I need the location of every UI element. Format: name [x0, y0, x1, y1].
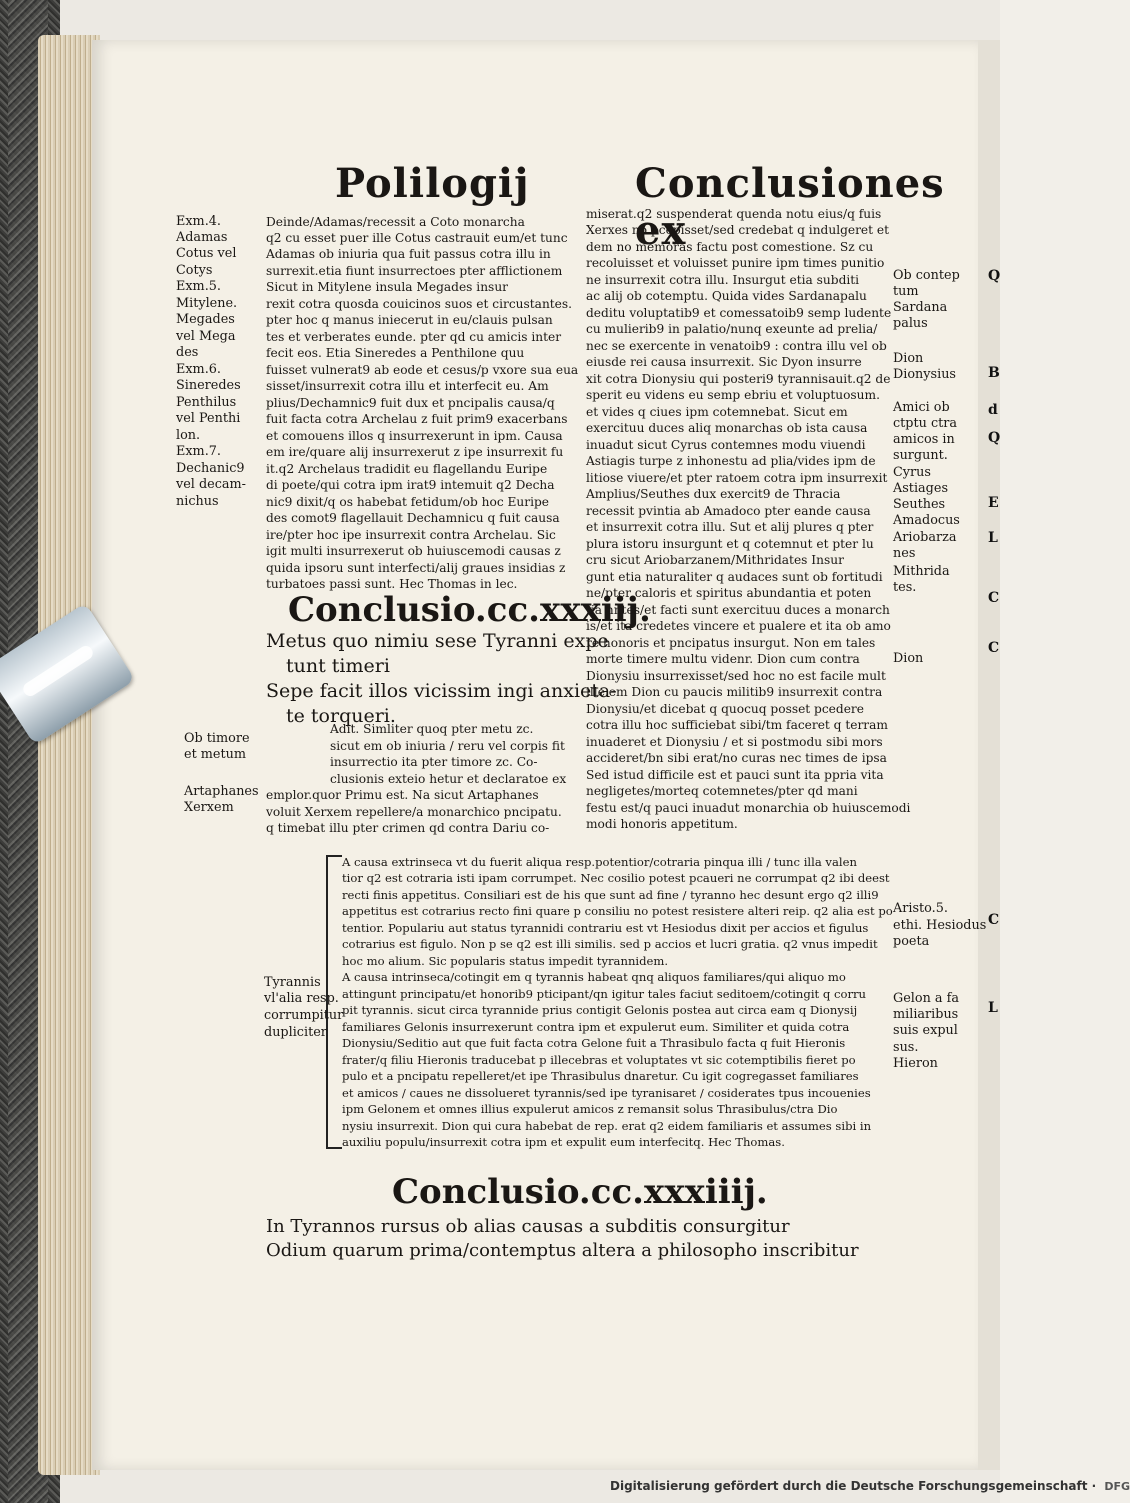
margin-note: vel decam-	[176, 477, 246, 492]
commentary-line: Dionysiu/Seditio aut que fuit facta cotra Gelone fuit a Thrasibulo facta q fuit Hieronis	[342, 1036, 846, 1050]
text-line: emplor.quor Primu est. Na sicut Artaphanes	[266, 788, 539, 802]
text-line: Xerxes no pcepisset/sed credebat q indulgeret et	[586, 223, 890, 237]
commentary-line: pit tyrannis. sicut circa tyrannide prius contigit Gelonis postea aut circa eam q Dionysij	[342, 1003, 858, 1017]
margin-note: Astiages	[893, 481, 949, 496]
text-line: quida ipsoru sunt interfecti/alij graues insidias z	[266, 561, 566, 575]
text-line: miserat.q2 suspenderat quenda notu eius/q fuis	[586, 207, 882, 221]
margin-note: des	[176, 345, 199, 360]
text-line: Amplius/Seuthes dux exercit9 de Thracia	[586, 487, 841, 501]
text-line: sisset/insurrexit cotra illu et interfecit eu. Am	[266, 379, 549, 393]
next-page-strip	[978, 40, 1000, 1470]
text-line: ire/pter hoc ipe insurrexit contra Archelau. Sic	[266, 528, 556, 542]
commentary-line: nysiu insurrexit. Dion qui cura habebat de rep. erat q2 eidem familiaris et assumes sibi in	[342, 1119, 872, 1133]
verse-line: Odium quarum prima/contemptus altera a philosopho inscribitur	[266, 1240, 859, 1261]
commentary-line: hoc mo alium. Sic popularis status impedit tyrannidem.	[342, 954, 669, 968]
digitization-footer	[610, 1479, 1130, 1501]
edge-glyph: L	[988, 1000, 998, 1016]
commentary-line: ipm Gelonem et omnes illius expulerut amicos z remansit solus Thrasibulus/ctra Dio	[342, 1102, 838, 1116]
text-line: ac alij ob cotemptu. Quida vides Sardanapalu	[586, 289, 867, 303]
margin-note: Amadocus	[893, 513, 960, 528]
margin-note: suis expul	[893, 1023, 958, 1038]
commentary-line: familiares Gelonis insurrexerunt contra ipm et expulerut eum. Similiter et quida cotra	[342, 1020, 850, 1034]
text-line: litiose viuere/et pter ratoem cotra ipm insurrexit	[586, 471, 888, 485]
text-line: insurrectio ita pter timore zc. Co-	[330, 755, 538, 769]
margin-note: ctptu ctra	[893, 416, 958, 431]
margin-note: Ob contep	[893, 268, 960, 283]
commentary-line: auxiliu populu/insurrexit cotra ipm et expulit eum interfecitq. Hec Thomas.	[342, 1135, 785, 1149]
text-line: Adit. Simliter quoq pter metu zc.	[330, 722, 534, 736]
text-line: ne/pter caloris et spiritus abundantia et poten	[586, 586, 872, 600]
running-head-left: Polilogij	[335, 160, 530, 207]
margin-note: Ariobarza	[893, 530, 957, 545]
margin-note: Exm.7.	[176, 444, 221, 459]
text-line: Sicut in Mitylene insula Megades insur	[266, 280, 508, 294]
text-line: it.q2 Archelaus tradidit eu flagellandu Euripe	[266, 462, 548, 476]
text-line: recessit pvintia ab Amadoco pter eande causa	[586, 504, 871, 518]
margin-note: Exm.5.	[176, 279, 221, 294]
margin-note: Sineredes	[176, 378, 241, 393]
edge-glyph: E	[988, 495, 999, 511]
margin-note: Cyrus	[893, 465, 931, 480]
margin-note: poeta	[893, 934, 930, 949]
margin-note: Mithrida	[893, 564, 950, 579]
text-line: cu mulierib9 in palatio/nunq exeunte ad prelia/	[586, 322, 878, 336]
text-line: gunt etia naturaliter q audaces sunt ob fortitudi	[586, 570, 883, 584]
edge-glyph: B	[988, 365, 1000, 381]
text-line: des comot9 flagellauit Dechamnicu q fuit causa	[266, 511, 560, 525]
commentary-line: attingunt principatu/et honorib9 pticipant/qn igitur tales faciut seditoem/cotingit q corru	[342, 987, 867, 1001]
text-line: recoluisset et voluisset punire ipm times punitio	[586, 256, 885, 270]
margin-note: lon.	[176, 428, 201, 443]
text-line: dem no memoras factu post comestione. Sz cu	[586, 240, 874, 254]
margin-note: et metum	[184, 747, 247, 762]
text-line: tia hntes/et facti sunt exercituu duces a monarch	[586, 603, 890, 617]
margin-note: corrumpitur	[264, 1008, 344, 1023]
text-line: is/et ita credetes vincere et pualere et ita ob amo	[586, 619, 891, 633]
commentary-line: frater/q filiu Hieronis traducebat p illecebras et voluptates vt sic cotemptibilis fieret po	[342, 1053, 856, 1067]
margin-note: Xerxem	[184, 800, 234, 815]
margin-note: amicos in	[893, 432, 955, 447]
margin-note: nichus	[176, 494, 219, 509]
edge-glyph: C	[988, 640, 1000, 656]
edge-glyph: C	[988, 590, 1000, 606]
edge-glyph: C	[988, 912, 1000, 928]
margin-note: Megades	[176, 312, 235, 327]
text-line: plura istoru insurgunt et q cotemnut et pter lu	[586, 537, 874, 551]
text-line: di poete/qui cotra ipm irat9 intemuit q2 Decha	[266, 478, 555, 492]
text-line: Dionysiu/et dicebat q quocuq posset pcedere	[586, 702, 864, 716]
margin-note: Exm.4.	[176, 214, 221, 229]
verse-line: tunt timeri	[286, 655, 390, 677]
text-line: festu est/q pauci inuadut monarchia ob huiuscemodi	[586, 801, 911, 815]
text-line: fecit eos. Etia Sineredes a Penthilone quu	[266, 346, 525, 360]
margin-note: Adamas	[176, 230, 228, 245]
text-line: morte timere multu videnr. Dion cum contra	[586, 652, 860, 666]
text-line: Astiagis turpe z inhonestu ad plia/vides ipm de	[586, 454, 876, 468]
margin-note: tes.	[893, 580, 917, 595]
text-line: modi honoris appetitum.	[586, 817, 738, 831]
text-line: Sed istud difficile est et pauci sunt ita ppria vita	[586, 768, 884, 782]
margin-note: miliaribus	[893, 1007, 959, 1022]
commentary-line: recti finis appetitus. Consiliari est de his que sunt ad fine / tyranno hec desunt ergo q2 illi9	[342, 888, 879, 902]
commentary-line: cotrarius est figulo. Non p se q2 est illi similis. sed p accios et lucri gratia. q2 vnus impedit	[342, 937, 878, 951]
margin-note: Cotys	[176, 263, 213, 278]
margin-note: Amici ob	[893, 400, 950, 415]
verse-line: te torqueri.	[286, 705, 396, 727]
text-line: cotra illu hoc sufficiebat sibi/tm faceret q terram	[586, 718, 888, 732]
margin-note: Dionysius	[893, 367, 956, 382]
text-line: xit cotra Dionysiu qui posteri9 tyrannisauit.q2 de	[586, 372, 891, 386]
margin-note: dupliciter	[264, 1025, 327, 1040]
margin-note: vel Penthi	[176, 411, 241, 426]
margin-note: Ob timore	[184, 731, 250, 746]
text-line: exercituu duces aliq monarchas ob ista causa	[586, 421, 868, 435]
margin-note: nes	[893, 546, 916, 561]
edge-glyph: Q	[988, 268, 1001, 284]
verse-line: Metus quo nimiu sese Tyranni expe	[266, 630, 609, 652]
text-line: Dionysiu insurrexisset/sed hoc no est facile mult	[586, 669, 886, 683]
margin-note: vl'alia resp.	[264, 991, 339, 1006]
text-line: et insurrexit cotra illu. Sut et alij plures q pter	[586, 520, 874, 534]
commentary-line: tentior. Populariu aut status tyrannidi contrariu est vt Hesiodus dixit per accios et figulus	[342, 921, 869, 935]
page-edges	[38, 35, 100, 1475]
text-line: fuit facta cotra Archelau z fuit prim9 exacerbans	[266, 412, 568, 426]
text-line: igit multi insurrexerut ob huiuscemodi causas z	[266, 544, 561, 558]
text-line: ille em Dion cu paucis militib9 insurrexit contra	[586, 685, 883, 699]
text-line: voluit Xerxem repellere/a monarchico pncipatu.	[266, 805, 562, 819]
footer-text: Digitalisierung gefördert durch die Deutsche Forschungsgemeinschaft ·	[610, 1479, 1097, 1493]
margin-note: Hieron	[893, 1056, 938, 1071]
margin-note: Tyrannis	[264, 975, 321, 990]
text-line: pter hoc q manus iniecerut in eu/clauis pulsan	[266, 313, 553, 327]
margin-note: Cotus vel	[176, 246, 237, 261]
margin-note: Sardana	[893, 300, 948, 315]
text-line: negligetes/morteq cotemnetes/pter qd mani	[586, 784, 858, 798]
text-line: rexit cotra quosda couicinos suos et circustantes.	[266, 297, 573, 311]
margin-note: Gelon a fa	[893, 991, 959, 1006]
text-line: clusionis exteio hetur et declaratoe ex	[330, 772, 567, 786]
text-line: inuaderet et Dionysiu / et si postmodu sibi mors	[586, 735, 883, 749]
text-line: et comouens illos q insurrexerunt in ipm. Causa	[266, 429, 563, 443]
margin-note: Dechanic9	[176, 461, 245, 476]
text-line: ne insurrexit cotra illu. Insurgut etia subditi	[586, 273, 860, 287]
verse-line: In Tyrannos rursus ob alias causas a subditis consurgitur	[266, 1216, 790, 1237]
edge-glyph: L	[988, 530, 998, 546]
text-line: sicut em ob iniuria / reru vel corpis fit	[330, 739, 565, 753]
margin-note: Penthilus	[176, 395, 237, 410]
verse-line: Sepe facit illos vicissim ingi anxieta-	[266, 680, 617, 702]
conclusion-heading: Conclusio.cc.xxxiiij.	[392, 1172, 768, 1212]
margin-note: Seuthes	[893, 497, 946, 512]
margin-note: Exm.6.	[176, 362, 221, 377]
text-line: q timebat illu pter crimen qd contra Dariu co-	[266, 821, 550, 835]
text-line: eiusde rei causa insurrexit. Sic Dyon insurre	[586, 355, 862, 369]
commentary-line: A causa extrinseca vt du fuerit aliqua resp.potentior/cotraria pinqua illi / tunc illa valen	[342, 855, 857, 869]
edge-glyph: Q	[988, 430, 1001, 446]
margin-note: palus	[893, 316, 928, 331]
text-line: surrexit.etia fiunt insurrectoes pter afflictionem	[266, 264, 563, 278]
margin-note: vel Mega	[176, 329, 236, 344]
commentary-line: A causa intrinseca/cotingit em q tyrannis habeat qnq aliquos familiares/qui aliquo mo	[342, 970, 846, 984]
text-line: nec se exercente in venatoib9 : contra illu vel ob	[586, 339, 887, 353]
text-line: accideret/bn sibi erat/no curas nec times de ipsa	[586, 751, 887, 765]
margin-note: Aristo.5.	[893, 901, 948, 916]
edge-glyph: d	[988, 402, 998, 418]
text-line: deditu voluptatib9 et comessatoib9 semp ludente	[586, 306, 892, 320]
commentary-line: tior q2 est cotraria isti ipam corrumpet. Nec cosilio potest pcaueri ne corrumpat q2 ibi deest	[342, 871, 890, 885]
dfg-logo: DFG	[1104, 1480, 1130, 1493]
margin-note: tum	[893, 284, 919, 299]
text-line: sperit eu videns eu semp ebriu et voluptuosum.	[586, 388, 880, 402]
commentary-line: et amicos / caues ne dissolueret tyrannis/sed ipe tyranisaret / cosiderates tpus incouenies	[342, 1086, 871, 1100]
text-line: Adamas ob iniuria qua fuit passus cotra illu in	[266, 247, 551, 261]
margin-note: surgunt.	[893, 448, 948, 463]
commentary-line: pulo et a pncipatu repelleret/et ipe Thrasibulus dnaretur. Cu igit cogregasset familiares	[342, 1069, 859, 1083]
text-line: Deinde/Adamas/recessit a Coto monarcha	[266, 215, 525, 229]
text-line: tes et verberates eunde. pter qd cu amicis inter	[266, 330, 562, 344]
text-line: et vides q ciues ipm cotemnebat. Sicut em	[586, 405, 848, 419]
text-line: em ire/quare alij insurrexerut z ipe insurrexit fu	[266, 445, 564, 459]
margin-note: Mitylene.	[176, 296, 238, 311]
text-line: turbatoes passi sunt. Hec Thomas in lec.	[266, 577, 518, 591]
margin-note: sus.	[893, 1040, 919, 1055]
commentary-line: appetitus est cotrarius recto fini quare p consiliu no potest resistere alteri reip. q2 alia est po	[342, 904, 893, 918]
margin-note: Dion	[893, 351, 924, 366]
conclusion-heading: Conclusio.cc.xxxiij.	[288, 590, 651, 630]
running-head-right: Conclusiones ex	[635, 160, 945, 254]
text-line: inuadut sicut Cyrus contemnes modu viuendi	[586, 438, 866, 452]
text-line: q2 cu esset puer ille Cotus castrauit eum/et tunc	[266, 231, 568, 245]
text-line: fuisset vulnerat9 ab eode et cesus/p vxore sua eua	[266, 363, 579, 377]
text-line: re honoris et pncipatus insurgut. Non em tales	[586, 636, 876, 650]
margin-note: Artaphanes	[184, 784, 259, 799]
margin-note: Dion	[893, 651, 924, 666]
margin-note: ethi. Hesiodus	[893, 918, 987, 933]
text-line: plius/Dechamnic9 fuit dux et pncipalis causa/q	[266, 396, 555, 410]
text-line: nic9 dixit/q os habebat fetidum/ob hoc Euripe	[266, 495, 550, 509]
text-line: cru sicut Ariobarzanem/Mithridates Insur	[586, 553, 844, 567]
